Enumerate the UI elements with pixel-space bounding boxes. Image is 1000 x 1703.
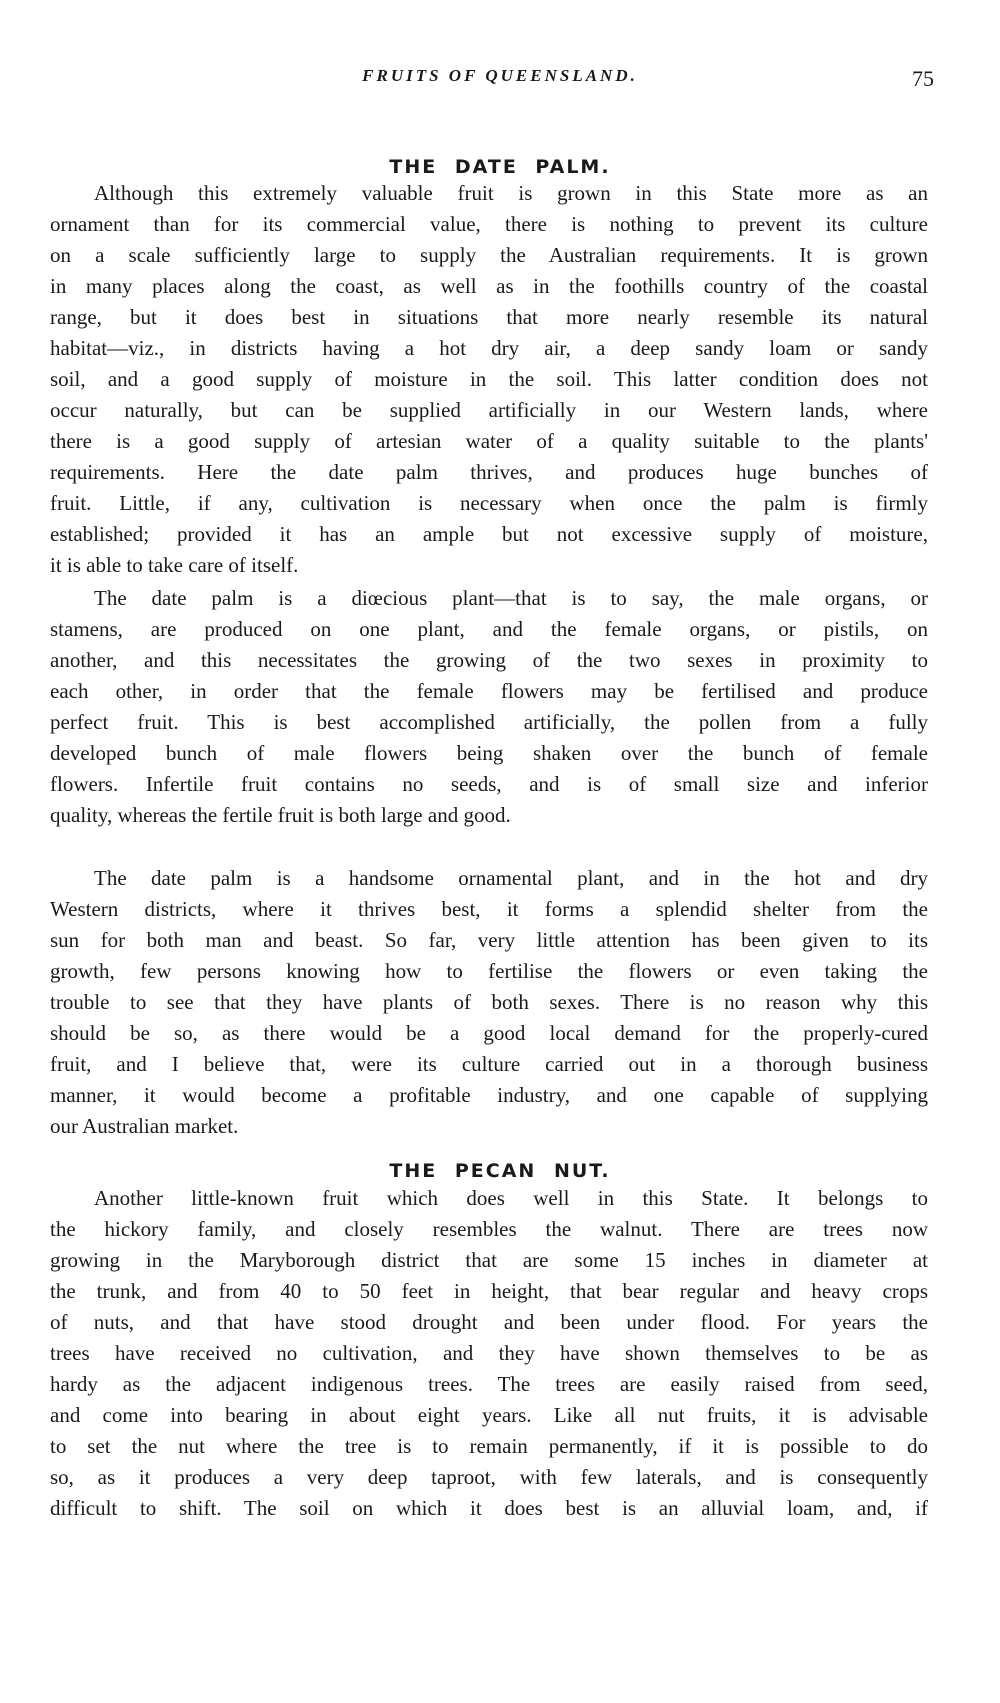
text-line: another, and this necessitates the growing of the two sexes in proximity to [50,648,928,672]
text-line: on a scale sufficiently large to supply the Australian requirements. It is grown [50,243,928,267]
paragraph-pecan-nut-1 [50,1183,928,1524]
text-line: Western districts, where it thrives best, it forms a splendid shelter from the [50,897,928,921]
text-line: perfect fruit. This is best accomplished artificially, the pollen from a fully [50,710,928,734]
text-line: the hickory family, and closely resembles the walnut. There are trees now [50,1217,928,1241]
section-heading-pecan-nut: THE PECAN NUT. [389,1160,611,1182]
text-line: occur naturally, but can be supplied artificially in our Western lands, where [50,398,928,422]
section-heading-date-palm: THE DATE PALM. [389,156,611,178]
text-line: our Australian market. [50,1114,239,1138]
text-line: growth, few persons knowing how to fertilise the flowers or even taking the [50,959,928,983]
text-line: and come into bearing in about eight years. Like all nut fruits, it is advisable [50,1403,928,1427]
text-line: so, as it produces a very deep taproot, with few laterals, and is consequently [50,1465,928,1489]
text-line: The date palm is a diœcious plant—that is to say, the male organs, or [94,586,928,610]
text-line: range, but it does best in situations that more nearly resemble its natural [50,305,928,329]
text-line: in many places along the coast, as well as in the foothills country of the coastal [50,274,928,298]
text-line: trouble to see that they have plants of both sexes. There is no reason why this [50,990,928,1014]
text-line: of nuts, and that have stood drought and been under flood. For years the [50,1310,928,1334]
text-line: flowers. Infertile fruit contains no seeds, and is of small size and inferior [50,772,928,796]
text-line: habitat—viz., in districts having a hot dry air, a deep sandy loam or sandy [50,336,928,360]
running-head [0,66,1000,96]
text-line: fruit. Little, if any, cultivation is necessary when once the palm is firmly [50,491,928,515]
text-line: quality, whereas the fertile fruit is both large and good. [50,803,511,827]
text-line: manner, it would become a profitable industry, and one capable of supplying [50,1083,928,1107]
text-line: sun for both man and beast. So far, very little attention has been given to its [50,928,928,952]
text-line: The date palm is a handsome ornamental plant, and in the hot and dry [94,866,928,890]
text-line: hardy as the adjacent indigenous trees. The trees are easily raised from seed, [50,1372,928,1396]
running-title: FRUITS OF QUEENSLAND. [362,66,638,85]
text-line: there is a good supply of artesian water of a quality suitable to the plants' [50,429,928,453]
text-line: growing in the Maryborough district that are some 15 inches in diameter at [50,1248,928,1272]
text-line: to set the nut where the tree is to remain permanently, if it is possible to do [50,1434,928,1458]
paragraph-date-palm-3 [50,863,928,1142]
text-line: developed bunch of male flowers being shaken over the bunch of female [50,741,928,765]
paragraph-date-palm-1 [50,178,928,581]
page-number: 75 [912,66,934,91]
text-line: the trunk, and from 40 to 50 feet in height, that bear regular and heavy crops [50,1279,928,1303]
text-line: requirements. Here the date palm thrives, and produces huge bunches of [50,460,928,484]
paragraph-date-palm-2 [50,583,928,831]
text-line: trees have received no cultivation, and they have shown themselves to be as [50,1341,928,1365]
text-line: difficult to shift. The soil on which it does best is an alluvial loam, and, if [50,1496,928,1520]
text-line: should be so, as there would be a good local demand for the properly-cured [50,1021,928,1045]
text-line: Although this extremely valuable fruit is grown in this State more as an [94,181,928,205]
text-line: ornament than for its commercial value, there is nothing to prevent its culture [50,212,928,236]
text-line: fruit, and I believe that, were its culture carried out in a thorough business [50,1052,928,1076]
text-line: soil, and a good supply of moisture in the soil. This latter condition does not [50,367,928,391]
text-line: it is able to take care of itself. [50,553,299,577]
text-line: Another little-known fruit which does well in this State. It belongs to [94,1186,928,1210]
text-line: established; provided it has an ample but not excessive supply of moisture, [50,522,928,546]
text-line: stamens, are produced on one plant, and the female organs, or pistils, on [50,617,928,641]
text-line: each other, in order that the female flowers may be fertilised and produce [50,679,928,703]
